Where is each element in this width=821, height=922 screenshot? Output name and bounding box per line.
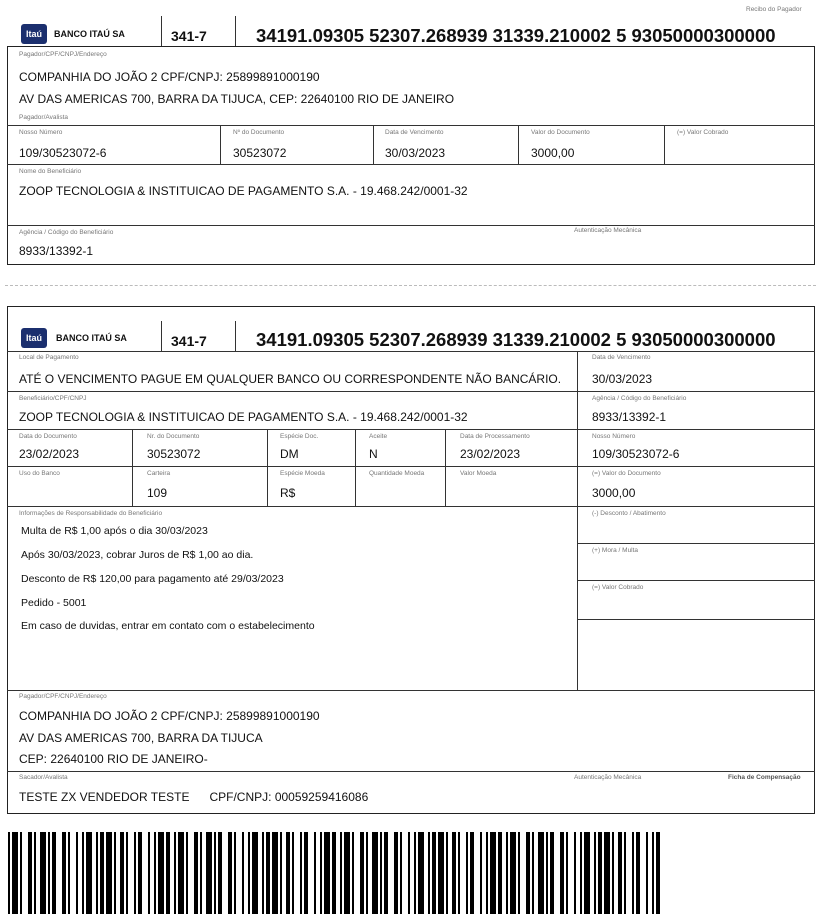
barcode-bar [380, 832, 382, 914]
barcode-bar [518, 832, 520, 914]
barcode-bar [286, 832, 290, 914]
barcode-bar [52, 832, 56, 914]
receipt-beneficiary-label: Nome do Beneficiário [19, 168, 82, 175]
receipt-bank-code: 341-7 [171, 28, 207, 44]
barcode-bar [372, 832, 378, 914]
barcode-bar [646, 832, 648, 914]
barcode-bar [538, 832, 544, 914]
slip-due-date-label: Data de Vencimento [592, 354, 651, 361]
cut-line [5, 285, 816, 286]
barcode-bar [532, 832, 534, 914]
slip-fine-label: (+) Mora / Multa [592, 547, 639, 554]
barcode-bar [352, 832, 354, 914]
barcode-bar [266, 832, 270, 914]
barcode-bar [466, 832, 468, 914]
barcode-bar [594, 832, 596, 914]
slip-processing-date-label: Data de Processamento [460, 433, 530, 440]
slip-auth-label: Autenticação Mecânica [574, 774, 642, 781]
slip-doc-number: 30523072 [147, 447, 201, 461]
slip-digitable-line[interactable]: 34191.09305 52307.268939 31339.210002 5 93050000300000 [256, 329, 776, 350]
receipt-our-number-label: Nosso Número [19, 129, 63, 136]
barcode-bar [418, 832, 424, 914]
barcode-bar [624, 832, 626, 914]
barcode-bar [194, 832, 198, 914]
slip-our-number-label: Nosso Número [592, 433, 636, 440]
barcode-bar [510, 832, 516, 914]
receipt-doc-number: 30523072 [233, 146, 287, 160]
barcode-bar [632, 832, 634, 914]
slip-payer-name: COMPANHIA DO JOÃO 2 CPF/CNPJ: 25899891000190 [19, 709, 320, 723]
receipt-our-number: 109/30523072-6 [19, 146, 107, 160]
barcode-bar [320, 832, 322, 914]
receipt-charged-label: (=) Valor Cobrado [677, 129, 729, 136]
barcode-bar [300, 832, 302, 914]
receipt-doc-value: 3000,00 [531, 146, 575, 160]
receipt-auth-label: Autenticação Mecânica [574, 227, 642, 234]
barcode-bar [154, 832, 156, 914]
barcode-bar [428, 832, 430, 914]
slip-doc-kind-label: Espécie Doc. [280, 433, 319, 440]
barcode-bar [138, 832, 142, 914]
barcode-bar [314, 832, 316, 914]
barcode [8, 832, 660, 914]
slip-payment-place: ATÉ O VENCIMENTO PAGUE EM QUALQUER BANCO OU CORRESPONDENTE NÃO BANCÁRIO. [19, 372, 562, 386]
receipt-payer-name: COMPANHIA DO JOÃO 2 CPF/CNPJ: 25899891000190 [19, 70, 320, 84]
receipt-doc-value-label: Valor do Documento [531, 129, 590, 136]
barcode-bar [394, 832, 398, 914]
slip-doc-date: 23/02/2023 [19, 447, 80, 461]
barcode-bar [400, 832, 402, 914]
barcode-bar [452, 832, 456, 914]
barcode-bar [214, 832, 216, 914]
slip-doc-number-label: Nr. do Documento [147, 433, 200, 440]
barcode-bar [242, 832, 244, 914]
receipt-beneficiary: ZOOP TECNOLOGIA & INSTITUICAO DE PAGAMENTO S.A. - 19.468.242/0001-32 [19, 184, 468, 198]
barcode-bar [490, 832, 496, 914]
barcode-bar [40, 832, 46, 914]
slip-drawer-label: Sacador/Avalista [19, 774, 68, 781]
barcode-bar [584, 832, 590, 914]
barcode-bar [126, 832, 128, 914]
barcode-bar [68, 832, 70, 914]
barcode-bar [186, 832, 188, 914]
slip-bank-use-label: Uso do Banco [19, 470, 60, 477]
itau-logo-icon: Itaú [21, 328, 47, 348]
receipt-bank-name: BANCO ITAÚ SA [54, 29, 125, 39]
slip-doc-kind: DM [280, 447, 299, 461]
slip-doc-date-label: Data do Documento [19, 433, 77, 440]
barcode-bar [262, 832, 264, 914]
receipt-due-date: 30/03/2023 [385, 146, 446, 160]
barcode-bar [652, 832, 654, 914]
barcode-bar [636, 832, 640, 914]
instruction-line: Multa de R$ 1,00 após o dia 30/03/2023 [21, 525, 208, 537]
barcode-bar [174, 832, 176, 914]
slip-payer-label: Pagador/CPF/CNPJ/Endereço [19, 693, 107, 700]
barcode-bar [48, 832, 50, 914]
instruction-line: Pedido - 5001 [21, 597, 87, 609]
receipt-guarantor-label: Pagador/Avalista [19, 114, 69, 121]
slip-beneficiary: ZOOP TECNOLOGIA & INSTITUICAO DE PAGAMENTO S.A. - 19.468.242/0001-32 [19, 410, 468, 424]
instruction-line: Após 30/03/2023, cobrar Juros de R$ 1,00 ao dia. [21, 549, 254, 561]
barcode-bar [324, 832, 330, 914]
barcode-bar [574, 832, 576, 914]
barcode-bar [8, 832, 10, 914]
instruction-line: Desconto de R$ 120,00 para pagamento até 29/03/2023 [21, 573, 284, 585]
receipt-due-date-label: Data de Vencimento [385, 129, 444, 136]
slip-currency: R$ [280, 486, 296, 500]
barcode-bar [34, 832, 36, 914]
slip-accept-label: Aceite [369, 433, 388, 440]
barcode-bar [228, 832, 232, 914]
barcode-bar [360, 832, 364, 914]
instruction-line: Em caso de duvidas, entrar em contato com o estabelecimento [21, 620, 315, 632]
receipt-agency: 8933/13392-1 [19, 244, 94, 258]
slip-agency-label: Agência / Código do Beneficiário [592, 395, 687, 402]
slip-drawer: TESTE ZX VENDEDOR TESTE CPF/CNPJ: 00059259416086 [19, 790, 369, 804]
barcode-bar [414, 832, 416, 914]
itau-logo-icon: Itaú [21, 24, 47, 44]
barcode-bar [200, 832, 202, 914]
barcode-bar [86, 832, 92, 914]
barcode-bar [114, 832, 116, 914]
barcode-bar [304, 832, 308, 914]
barcode-bar [408, 832, 410, 914]
barcode-bar [178, 832, 184, 914]
barcode-bar [218, 832, 222, 914]
slip-wallet: 109 [147, 486, 168, 500]
barcode-bar [134, 832, 136, 914]
barcode-bar [458, 832, 460, 914]
barcode-bar [618, 832, 622, 914]
barcode-bar [546, 832, 548, 914]
barcode-bar [292, 832, 294, 914]
barcode-bar [384, 832, 388, 914]
slip-payer-address1: AV DAS AMERICAS 700, BARRA DA TIJUCA [19, 731, 263, 745]
barcode-bar [446, 832, 448, 914]
slip-our-number: 109/30523072-6 [592, 447, 680, 461]
barcode-bar [438, 832, 444, 914]
receipt-payer-label: Pagador/CPF/CNPJ/Endereço [19, 51, 107, 58]
slip-wallet-label: Carteira [147, 470, 171, 477]
barcode-bar [280, 832, 282, 914]
receipt-digitable-line[interactable]: 34191.09305 52307.268939 31339.210002 5 93050000300000 [256, 25, 776, 46]
barcode-bar [62, 832, 66, 914]
barcode-bar [206, 832, 212, 914]
slip-compensation-label: Ficha de Compensação [728, 774, 801, 781]
barcode-bar [486, 832, 488, 914]
slip-processing-date: 23/02/2023 [460, 447, 521, 461]
receipt-payer-address: AV DAS AMERICAS 700, BARRA DA TIJUCA, CEP: 22640100 RIO DE JANEIRO [19, 92, 455, 106]
barcode-bar [106, 832, 112, 914]
barcode-bar [158, 832, 164, 914]
slip-bank-name: BANCO ITAÚ SA [56, 333, 127, 343]
receipt-agency-label: Agência / Código do Beneficiário [19, 229, 114, 236]
barcode-bar [76, 832, 78, 914]
slip-info-label: Informações de Responsabilidade do Beneficiário [19, 510, 163, 517]
barcode-bar [100, 832, 104, 914]
barcode-bar [234, 832, 236, 914]
barcode-bar [604, 832, 610, 914]
barcode-bar [526, 832, 530, 914]
barcode-bar [432, 832, 436, 914]
slip-doc-value-label: (=) Valor do Documento [592, 470, 661, 477]
slip-payment-place-label: Local de Pagamento [19, 354, 79, 361]
slip-quantity-label: Quantidade Moeda [369, 470, 425, 477]
barcode-bar [612, 832, 614, 914]
barcode-bar [332, 832, 336, 914]
barcode-bar [506, 832, 508, 914]
barcode-bar [580, 832, 582, 914]
barcode-bar [20, 832, 22, 914]
barcode-bar [272, 832, 278, 914]
barcode-bar [560, 832, 564, 914]
slip-doc-value: 3000,00 [592, 486, 636, 500]
barcode-bar [470, 832, 474, 914]
receipt-doc-number-label: Nº do Documento [233, 129, 285, 136]
barcode-bar [82, 832, 84, 914]
slip-payer-address2: CEP: 22640100 RIO DE JANEIRO- [19, 752, 208, 766]
barcode-bar [598, 832, 602, 914]
slip-beneficiary-label: Beneficiário/CPF/CNPJ [19, 395, 87, 402]
barcode-bar [344, 832, 350, 914]
slip-agency: 8933/13392-1 [592, 410, 667, 424]
barcode-bar [252, 832, 258, 914]
barcode-bar [656, 832, 660, 914]
receipt-corner-label: Recibo do Pagador [746, 6, 802, 13]
barcode-bar [550, 832, 554, 914]
barcode-bar [148, 832, 150, 914]
barcode-bar [366, 832, 368, 914]
barcode-bar [480, 832, 482, 914]
barcode-bar [166, 832, 170, 914]
slip-accept: N [369, 447, 378, 461]
barcode-bar [498, 832, 502, 914]
barcode-bar [340, 832, 342, 914]
barcode-bar [566, 832, 568, 914]
slip-currency-value-label: Valor Moeda [460, 470, 497, 477]
barcode-bar [28, 832, 32, 914]
slip-charged-label: (=) Valor Cobrado [592, 584, 644, 591]
slip-currency-label: Espécie Moeda [280, 470, 325, 477]
slip-discount-label: (-) Desconto / Abatimento [592, 510, 666, 517]
barcode-bar [248, 832, 250, 914]
barcode-bar [120, 832, 124, 914]
barcode-bar [96, 832, 98, 914]
slip-bank-code: 341-7 [171, 333, 207, 349]
barcode-bar [12, 832, 18, 914]
slip-due-date: 30/03/2023 [592, 372, 653, 386]
